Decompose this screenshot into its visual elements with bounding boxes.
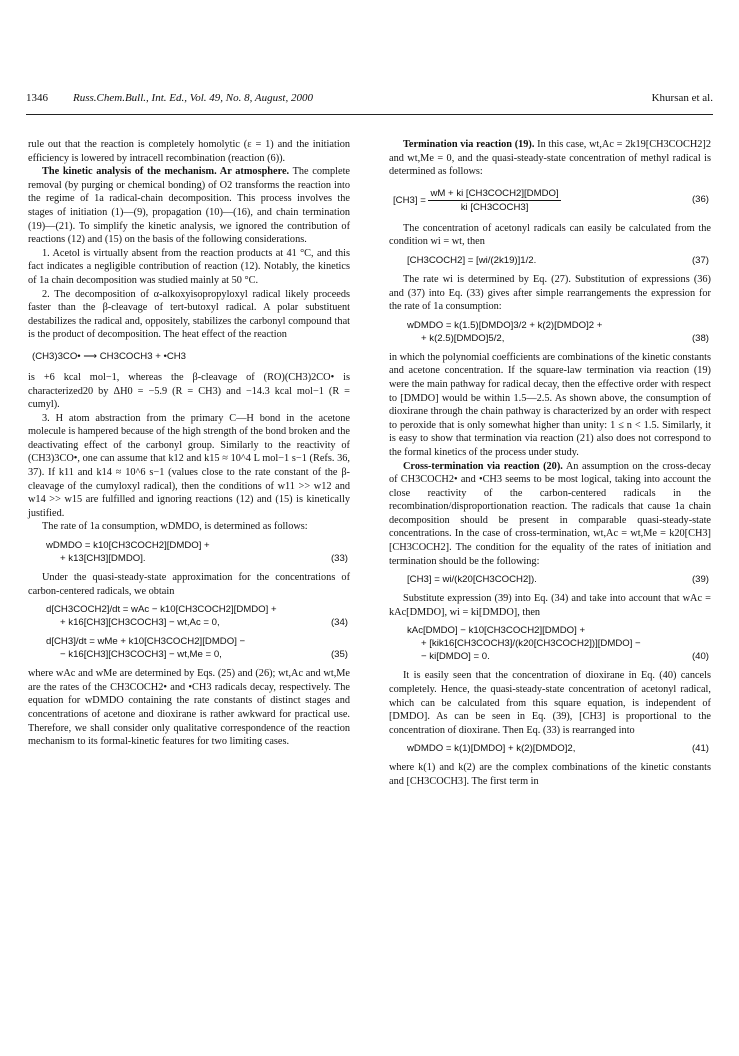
paragraph: The concentration of acetonyl radicals can easily be calculated from the condition wi = wt, then: [389, 222, 711, 248]
paragraph: rule out that the reaction is completely homolytic (ε = 1) and the initiation efficiency is lowered by intracell recombination (reaction (6)).: [28, 139, 350, 164]
paragraph: It is easily seen that the concentration of dioxirane in Eq. (40) cancels completely. Hence, the quasi-steady-state concentration of acetonyl radical, which can be calculated from this square equation, is independent of [DMDO]. As can be seen in Eq. (39), [CH3] is proportional to the concentration of dioxirane. Then Eq. (33) is rearranged into: [389, 670, 711, 736]
equation-33: wDMDO = k10[CH3COCH2][DMDO] + + k13[CH3][DMDO]. (33): [46, 540, 348, 565]
equation-number: (38): [691, 332, 709, 344]
equation-39: [CH3] = wi/(k20[CH3COCH2]). (39): [407, 574, 709, 586]
paragraph: Termination via reaction (19). In this case, wt,Ac = 2k19[CH3COCH2]2 and wt,Me = 0, and the quasi-steady-state concentration of methyl radical is determined as follows:: [389, 139, 711, 178]
section-heading: Termination via reaction (19).: [403, 139, 535, 150]
equation-number: (35): [330, 649, 348, 661]
equation-40: kAc[DMDO] − k10[CH3COCH2][DMDO] + + [kik16[CH3COCH3]/(k20[CH3COCH2])][DMDO] − − ki[DMDO] = 0. (40): [407, 625, 709, 663]
equation-37: [CH3COCH2] = [wi/(2k19)]1/2. (37): [407, 254, 709, 266]
equation-number: (40): [691, 651, 709, 663]
paragraph: Substitute expression (39) into Eq. (34) and take into account that wAc = kAc[DMDO], wi = ki[DMDO], then: [389, 593, 711, 618]
running-header: [26, 92, 713, 115]
paragraph: 1. Acetol is virtually absent from the reaction products at 41 °C, and this fact indicates a negligible contribution of reaction (12). Notably, the kinetics of 1a chain decomposition was studied mainly at 50 °C.: [28, 247, 350, 286]
paragraph: where wAc and wMe are determined by Eqs. (25) and (26); wt,Ac and wt,Me are the rates of the CH3COCH2• and •CH3 radicals decay, respectively. The equation for wDMDO containing the rate constants of distinct stages and concentrations of acetone and dioxirane is rather awkward for practical use. Therefore, we shall consider only qualitative correspondence of the reaction mechanism to its formal-kinetic features for two limiting cases.: [28, 668, 350, 748]
paragraph: in which the polynomial coefficients are combinations of the kinetic constants and acetone concentration. If the square-law termination via reaction (19) were the main pathway for radical decay, then the effective order with respect to [DMDO] would be within 1.5—2.5. As shown above, the consumption of dioxirane through the chain pathway is characterized by an order with respect to peroxide that is only somewhat higher than unity: 1 ≤ n < 1.5. Similarly, it is easy to show that termination via reaction (21) also does not correspond to the formal kinetics of the process under study.: [389, 351, 711, 458]
paragraph: The kinetic analysis of the mechanism. Ar atmosphere. The complete removal (by purging or chemical bonding) of O2 transforms the reaction into the regime of 1a radical-chain decomposition. This process involves the stages of initiation (1)—(9), propagation (10)—(16), and chain termination (19)—(21). To simplify the kinetic analysis, we ignored the contribution of reactions (12) and (15) on the basis of the following considerations.: [28, 166, 351, 246]
running-author: Khursan et al.: [651, 92, 713, 104]
equation-number: (36): [691, 193, 709, 205]
equation-34: d[CH3COCH2]/dt = wAc − k10[CH3COCH2][DMDO] + + k16[CH3][CH3COCH3] − wt,Ac = 0, (34): [46, 604, 348, 629]
equation-number: (41): [691, 743, 709, 755]
paragraph: is +6 kcal mol−1, whereas the β-cleavage of (RO)(CH3)2CO• is characterized20 by ΔH0 = −5.9 (R = CH3) and −14.3 kcal mol−1 (R = cumyl).: [28, 371, 350, 411]
left-column: [28, 138, 350, 749]
section-heading: The kinetic analysis of the mechanism. Ar atmosphere.: [42, 166, 290, 178]
right-column: [389, 138, 711, 789]
equation-number: (34): [330, 617, 348, 629]
equation-number: (33): [330, 553, 348, 565]
page-number: 1346: [26, 92, 48, 104]
paragraph: The rate wi is determined by Eq. (27). Substitution of expressions (36) and (37) into Eq. (33) gives after simple rearrangements the expression for the rate of 1a consumption:: [389, 273, 711, 313]
equation-number: (39): [691, 574, 709, 586]
reaction-scheme: (CH3)3CO• ⟶ CH3COCH3 + •CH3: [32, 350, 187, 362]
fraction: $\frac{\text{wM + ki [CH3COCH2][DMDO]}}{\text{ki [CH3COCH3]}}$: [430, 187, 559, 213]
equation-41: wDMDO = k(1)[DMDO] + k(2)[DMDO]2, (41): [407, 743, 709, 755]
equation-number: (37): [691, 254, 709, 266]
journal-citation: Russ.Chem.Bull., Int. Ed., Vol. 49, No. 8, August, 2000: [73, 92, 313, 104]
paragraph: Cross-termination via reaction (20). An assumption on the cross-decay of CH3COCH2• and •CH3 seems to be most logical, taking into account the close reactivity of the carbon-centered radicals in the recombination/disproportionation reaction. The radicals that cause 1a chain decomposition should be present in comparable quasi-steady-state concentrations. In the case of cross-termination, wt,Ac = wt,Me = k20[CH3][CH3COCH2]. The condition for the equality of the rates of initiation and termination should be the following:: [389, 460, 711, 567]
paragraph: The rate of 1a consumption, wDMDO, is determined as follows:: [42, 521, 308, 533]
equation-36: [CH3] = $\frac{\text{wM + ki [CH3COCH2][DMDO]}}{\text{ki [CH3COCH3]}}$ (36): [393, 187, 709, 213]
paragraph: where k(1) and k(2) are the complex combinations of the kinetic constants and [CH3COCH3]. The first term in: [389, 762, 711, 787]
paragraph: Under the quasi-steady-state approximation for the concentrations of carbon-centered radicals, we obtain: [28, 572, 350, 597]
equation-35: d[CH3]/dt = wMe + k10[CH3COCH2][DMDO] − − k16[CH3][CH3COCH3] − wt,Me = 0, (35): [46, 636, 348, 661]
paragraph: 3. H atom abstraction from the primary C—H bond in the acetone molecule is hampered because of the high strength of the bond broken and the deactivating effect of the carbonyl group. Similarly to the reactivity of (CH3)3CO•, one can assume that k12 and k15 ≈ 10^4 L mol−1 s−1 (Refs. 36, 37). If k11 and k14 ≈ 10^6 s−1 (values close to the rate constant of the β-cleavage of the cumyloxyl radical), then the conditions of w11 >> w12 and w14 >> w15 are fulfilled and ignoring reactions (12) and (15) is kinetically justified.: [28, 412, 350, 519]
equation-38: wDMDO = k(1.5)[DMDO]3/2 + k(2)[DMDO]2 + + k(2.5)[DMDO]5/2, (38): [407, 319, 709, 344]
section-heading: Cross-termination via reaction (20).: [403, 460, 563, 472]
paragraph: 2. The decomposition of α-alkoxyisopropyloxyl radical likely proceeds faster than the β-cleavage of tert-butoxyl radical. A polar substituent destabilizes the radical and, oppositely, stabilizes the carbonyl compound that is the product of decomposition. The heat effect of the reaction: [28, 288, 350, 341]
